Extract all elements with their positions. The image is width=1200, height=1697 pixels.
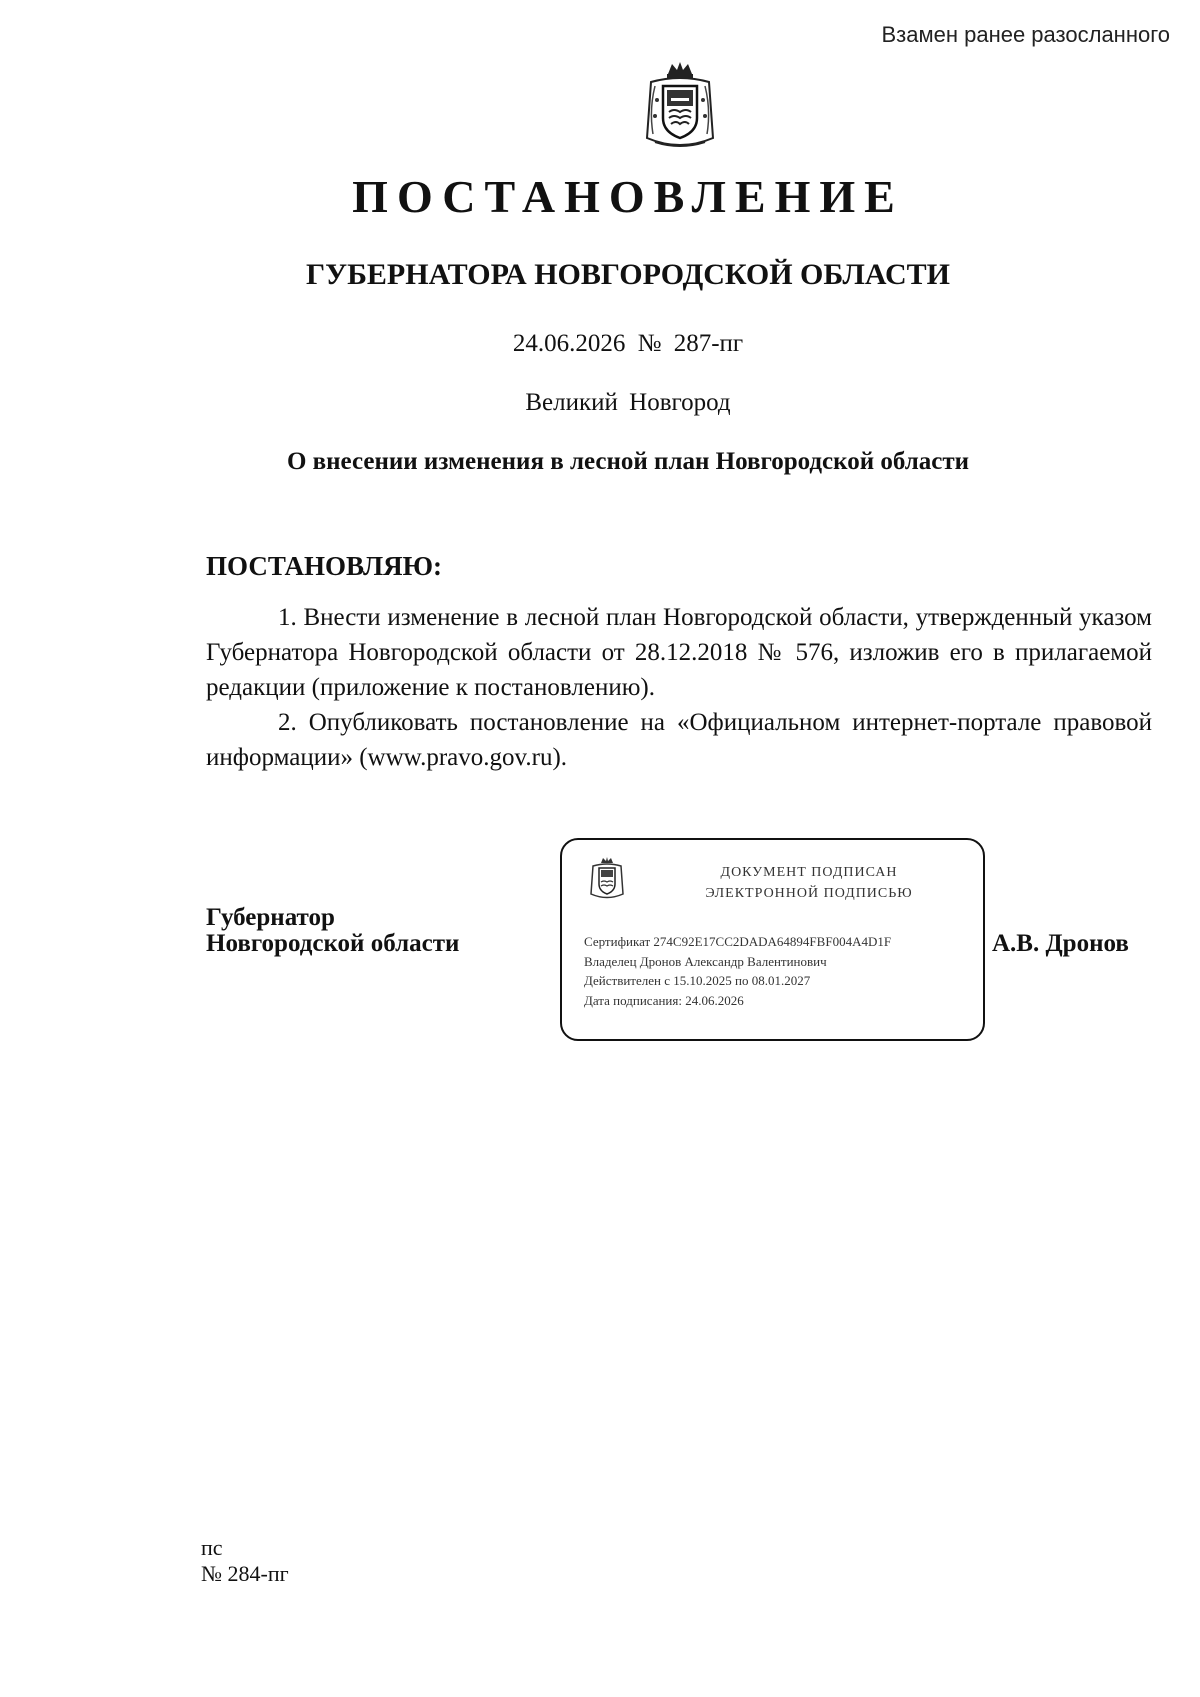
decree-word: ПОСТАНОВЛЯЮ: — [206, 551, 442, 581]
esign-heading-line-1: ДОКУМЕНТ ПОДПИСАН — [720, 865, 898, 880]
esign-certificate: Сертификат 274C92E17CC2DADA64894FBF004A4D1F — [584, 934, 892, 949]
signer-title-line-2: Новгородской области — [206, 930, 460, 957]
replacement-note: Взамен ранее разосланного — [881, 22, 1170, 47]
esign-validity: Действителен с 15.10.2025 по 08.01.2027 — [584, 973, 811, 988]
decree-paragraph-2: 2. Опубликовать постановление на «Официальном интернет-портале правовой информации» (www.pravo.gov.ru). — [206, 709, 1152, 771]
esign-signed-date: Дата подписания: 24.06.2026 — [584, 992, 744, 1008]
issuer-heading: ГУБЕРНАТОРА НОВГОРОДСКОЙ ОБЛАСТИ — [305, 258, 951, 291]
signer-name: А.В. Дронов — [992, 930, 1129, 957]
city-name: Великий Новгород — [525, 389, 731, 416]
document-type-title: ПОСТАНОВЛЕНИЕ — [352, 171, 904, 222]
signer-title-line-1: Губернатор — [206, 904, 335, 931]
esign-heading — [654, 862, 964, 904]
esign-heading-line-2: ЭЛЕКТРОННОЙ ПОДПИСЬЮ — [705, 886, 913, 901]
esign-details — [584, 932, 979, 1010]
coat-of-arms-icon — [588, 856, 626, 900]
decree-body — [206, 600, 1152, 775]
footer-code — [201, 1535, 289, 1587]
decree-paragraph-1: 1. Внести изменение в лесной план Новгородской области, утвержденный указом Губернатора Новгородской области от 28.12.2018 № 576, изложив его в прилагаемой редакции (приложение к постановлению). — [206, 604, 1152, 701]
electronic-signature-stamp — [560, 838, 985, 1041]
document-subject: О внесении изменения в лесной план Новгородской области — [286, 448, 970, 475]
date-and-number: 24.06.2026 № 287-пг — [512, 330, 744, 357]
coat-of-arms-icon — [641, 60, 719, 152]
footer-line-1: пс — [201, 1535, 223, 1560]
esign-owner: Владелец Дронов Александр Валентинович — [584, 953, 827, 969]
signer-title — [206, 905, 459, 957]
footer-line-2: № 284-пг — [201, 1561, 289, 1586]
